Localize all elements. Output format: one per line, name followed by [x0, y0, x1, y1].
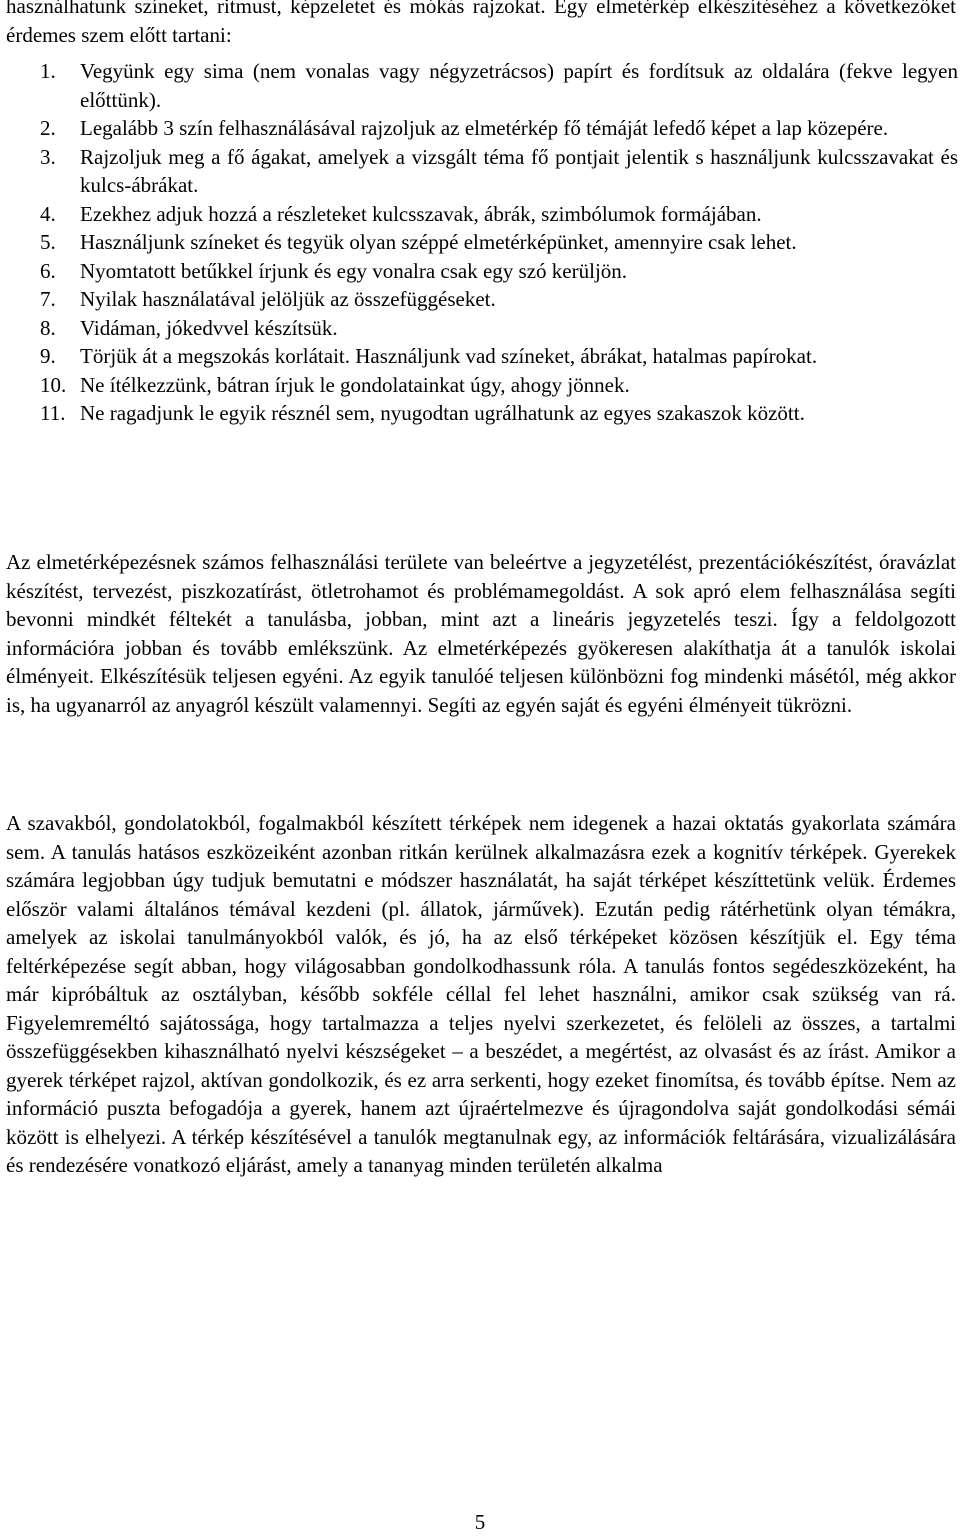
list-item-text: Nyilak használatával jelöljük az összefüggéseket.	[80, 287, 496, 311]
list-item-number: 10.	[40, 372, 67, 397]
list-item	[0, 143, 958, 200]
list-item-number: 5.	[40, 230, 56, 254]
list-item-text: Nyomtatott betűkkel írjunk és egy vonalra csak egy szó kerüljön.	[80, 258, 628, 283]
body-paragraph-2: A szavakból, gondolatokból, fogalmakból készített térképek nem idegenek a hazai oktatás gyakorlata számára sem. A tanulás hatásos eszközeiként azonban ritkán kerülnek alkalmazásra ezek a kognitív térképek. Gyerekek számára legjobban úgy tudjuk bemutatni e módszer használatát, ha saját térképet készíttetünk velük. Érdemes először valami általános témával kezdeni (pl. állatok, járművek). Ezután pedig rátérhetünk olyan témákra, amelyek az iskolai tanulmányokból valók, és jó, ha az első térképeket közösen készítjük el. Egy téma feltérképezése segít abban, hogy világosabban gondolkodhassunk róla. A tanulás fontos segédeszközeként, ha már kipróbáltuk az osztályban, később sokféle céllal fel lehet használni, amikor csak szükség van rá. Figyelemreméltó sajátossága, hogy tartalmazza a teljes nyelvi szerkezetet, és felöleli az összes, a tartalmi összefüggésekben kihasználható nyelvi készségeket – a beszédet, a megértést, az olvasást és az írást. Amikor a gyerek térképet rajzol, aktívan gondolkozik, és ez arra serkenti, hogy ezeket finomítsa, és tovább építse. Nem az információ puszta befogadója a gyerek, hanem azt újraértelmezve és újragondolva saját gondolkodási sémái között is elhelyezi. A térkép készítésével a tanulók megtanulnak egy, az információk feltárására, vizualizálására és rendezésére vonatkozó eljárást, amely a tananyag minden területén alkalma	[6, 811, 956, 1177]
list-item-text: Használjunk színeket és tegyük olyan széppé elmetérképünket, amennyire csak lehet.	[80, 230, 797, 254]
list-item-text: Ne ragadjunk le egyik résznél sem, nyugodtan ugrálhatunk az egyes szakaszok között.	[80, 401, 805, 425]
list-item-text: Ne ítélkezzünk, bátran írjuk le gondolatainkat úgy, ahogy jönnek.	[80, 372, 630, 397]
list-item	[0, 114, 958, 143]
list-item-text: Legalább 3 szín felhasználásával rajzoljuk az elmetérkép fő témáját lefedő képet a lap közepére.	[80, 116, 889, 140]
list-item	[0, 228, 958, 257]
list-item	[0, 371, 958, 400]
list-item-number: 7.	[40, 287, 56, 311]
list-item-text: Vegyünk egy sima (nem vonalas vagy négyzetrácsos) papírt és fordítsuk az oldalára (fekve legyen előttünk).	[80, 59, 958, 112]
list-item	[0, 342, 958, 371]
list-item-text: Vidáman, jókedvvel készítsük.	[80, 315, 338, 340]
list-item-text: Ezekhez adjuk hozzá a részleteket kulcsszavak, ábrák, szimbólumok formájában.	[80, 201, 762, 226]
list-item	[0, 257, 958, 286]
list-item	[0, 399, 958, 428]
list-item	[0, 314, 958, 343]
list-item-text: Törjük át a megszokás korlátait. Használjunk vad színeket, ábrákat, hatalmas papírokat.	[80, 344, 818, 368]
list-item-number: 8.	[40, 315, 56, 340]
list-item-number: 9.	[40, 344, 56, 368]
list-item-text: Rajzoljuk meg a fő ágakat, amelyek a vizsgált téma fő pontjait jelentik s használjunk kulcsszavakat és kulcs-ábrákat.	[80, 144, 958, 197]
list-item-number: 4.	[40, 201, 56, 226]
list-item	[0, 200, 958, 229]
intro-paragraph: használhatunk színeket, ritmust, képzeletet és mókás rajzokat. Egy elmetérkép elkészítéséhez a következőket érdemes szem előtt tartani:	[6, 0, 956, 47]
list-item	[0, 57, 958, 114]
list-item-number: 6.	[40, 258, 56, 283]
body-paragraph-1: Az elmetérképezésnek számos felhasználási területe van beleértve a jegyzetélést, prezentációkészítést, óravázlat készítést, tervezést, piszkozatírást, ötletrohamot és problémamegoldást. A sok apró elem felhasználása segíti bevonni mindkét féltekét a tanulásba, jobban, mint azt a lineáris jegyzetelés teszi. Így a feldolgozott információra jobban és tovább emlékszünk. Az elmetérképezés gyökeresen alakíthatja át a tanulók iskolai élményeit. Elkészítésük teljesen egyéni. Az egyik tanulóé teljesen különbözni fog mindenki másétól, még akkor is, ha ugyanarról az anyagról készült valamennyi. Segíti az egyén saját és egyéni élményeit tükrözni.	[6, 550, 956, 717]
list-item	[0, 285, 958, 314]
list-item-number: 1.	[40, 59, 56, 83]
list-item-number: 2.	[40, 116, 56, 140]
list-item-number: 11.	[40, 401, 66, 425]
page-number: 5	[474, 1510, 486, 1534]
mindmap-steps-list	[0, 57, 958, 428]
list-item-number: 3.	[40, 144, 56, 169]
